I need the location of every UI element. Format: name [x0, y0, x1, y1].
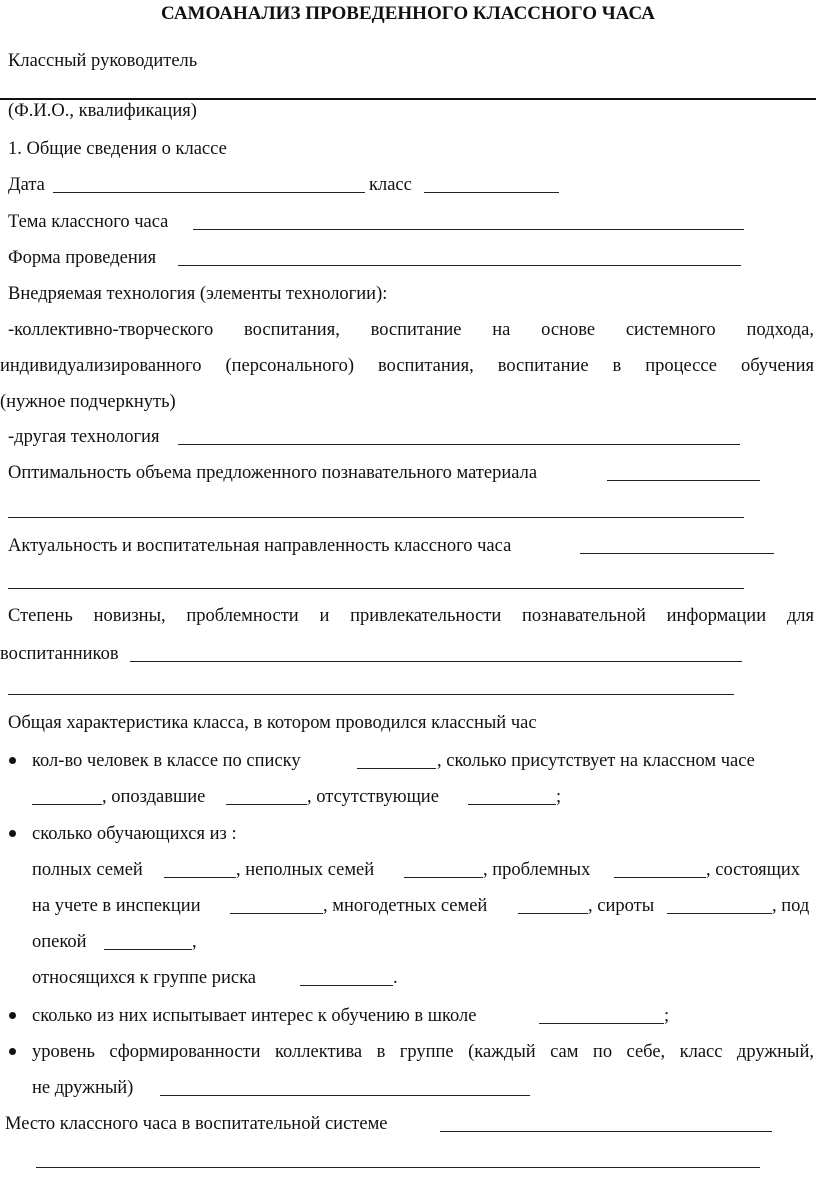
- system-place-extra-line[interactable]: [36, 1167, 760, 1168]
- bullet-icon: [9, 1012, 16, 1019]
- other-technology-field-line[interactable]: [178, 444, 740, 445]
- novelty-field-line[interactable]: [130, 661, 742, 662]
- late-label: , опоздавшие: [102, 787, 206, 807]
- interest-field-line[interactable]: [539, 1023, 664, 1024]
- present-count-field-line[interactable]: [32, 804, 102, 805]
- collective-level-field-line[interactable]: [160, 1095, 530, 1096]
- guardianship-field-line[interactable]: [104, 949, 192, 950]
- guardianship-label: опекой: [32, 932, 87, 952]
- full-families-label: полных семей: [32, 860, 143, 880]
- fio-label: (Ф.И.О., квалификация): [8, 101, 197, 121]
- bullet-icon: [9, 830, 16, 837]
- collective-level-label: уровень сформированности коллектива в группе (каждый сам по себе, класс дружный,: [32, 1042, 814, 1062]
- underline-note: (нужное подчеркнуть): [0, 392, 176, 412]
- period-text: .: [393, 968, 398, 988]
- material-volume-extra-line[interactable]: [8, 517, 744, 518]
- absent-label: , отсутствующие: [307, 787, 439, 807]
- absent-field-line[interactable]: [468, 804, 556, 805]
- students-from-label: сколько обучающихся из :: [32, 824, 237, 844]
- relevance-label: Актуальность и воспитательная направленность классного часа: [8, 536, 512, 556]
- form-label: Форма проведения: [8, 248, 157, 268]
- bullet-icon: [9, 757, 16, 764]
- large-families-field-line[interactable]: [518, 913, 588, 914]
- problem-families-field-line[interactable]: [614, 877, 706, 878]
- interest-label: сколько из них испытывает интерес к обучению в школе: [32, 1006, 477, 1026]
- teacher-label: Классный руководитель: [8, 51, 198, 71]
- form-field-line[interactable]: [178, 265, 741, 266]
- relevance-field-line[interactable]: [580, 553, 774, 554]
- orphans-field-line[interactable]: [667, 913, 772, 914]
- student-count-label: кол-во человек в классе по списку: [32, 751, 301, 771]
- system-place-field-line[interactable]: [440, 1131, 772, 1132]
- topic-field-line[interactable]: [193, 229, 744, 230]
- student-count-field-line[interactable]: [357, 768, 436, 769]
- class-characteristics-label: Общая характеристика класса, в котором проводился классный час: [8, 713, 537, 733]
- material-volume-field-line[interactable]: [607, 480, 760, 481]
- collective-level-label-line-2: не дружный): [32, 1078, 134, 1098]
- class-label: класс: [369, 175, 412, 195]
- registered-label: , состоящих: [706, 860, 801, 880]
- full-families-field-line[interactable]: [164, 877, 236, 878]
- novelty-extra-line[interactable]: [8, 694, 734, 695]
- risk-group-label: относящихся к группе риска: [32, 968, 257, 988]
- document-title: САМОАНАЛИЗ ПРОВЕДЕННОГО КЛАССНОГО ЧАСА: [161, 3, 655, 24]
- date-field-line[interactable]: [53, 192, 365, 193]
- under-label: , под: [772, 896, 810, 916]
- semicolon-text: ;: [556, 787, 562, 807]
- large-families-label: , многодетных семей: [323, 896, 488, 916]
- technology-options-line-2: индивидуализированного (персонального) воспитания, воспитание в процессе обучения: [0, 356, 814, 376]
- topic-label: Тема классного часа: [8, 212, 169, 232]
- technology-label: Внедряемая технология (элементы технологии):: [8, 284, 388, 304]
- problem-families-label: , проблемных: [483, 860, 591, 880]
- incomplete-families-label: , неполных семей: [236, 860, 375, 880]
- inspection-field-line[interactable]: [230, 913, 323, 914]
- section-general-heading: 1. Общие сведения о классе: [8, 139, 227, 159]
- relevance-extra-line[interactable]: [8, 588, 744, 589]
- present-count-label: , сколько присутствует на классном часе: [437, 751, 755, 771]
- novelty-label-line-1: Степень новизны, проблемности и привлекательности познавательной информации для: [8, 606, 814, 626]
- system-place-label: Место классного часа в воспитательной системе: [5, 1114, 388, 1134]
- orphans-label: , сироты: [588, 896, 655, 916]
- risk-group-field-line[interactable]: [300, 985, 393, 986]
- comma-text: ,: [192, 932, 197, 952]
- material-volume-label: Оптимальность объема предложенного познавательного материала: [8, 463, 538, 483]
- late-field-line[interactable]: [226, 804, 307, 805]
- technology-options-line-1: -коллективно-творческого воспитания, воспитание на основе системного подхода,: [8, 320, 814, 340]
- other-technology-label: -другая технология: [8, 427, 160, 447]
- class-field-line[interactable]: [424, 192, 559, 193]
- semicolon-text: ;: [664, 1006, 670, 1026]
- date-label: Дата: [8, 175, 45, 195]
- inspection-label: на учете в инспекции: [32, 896, 201, 916]
- incomplete-families-field-line[interactable]: [404, 877, 483, 878]
- novelty-label-line-2: воспитанников: [0, 644, 119, 664]
- bullet-icon: [9, 1048, 16, 1055]
